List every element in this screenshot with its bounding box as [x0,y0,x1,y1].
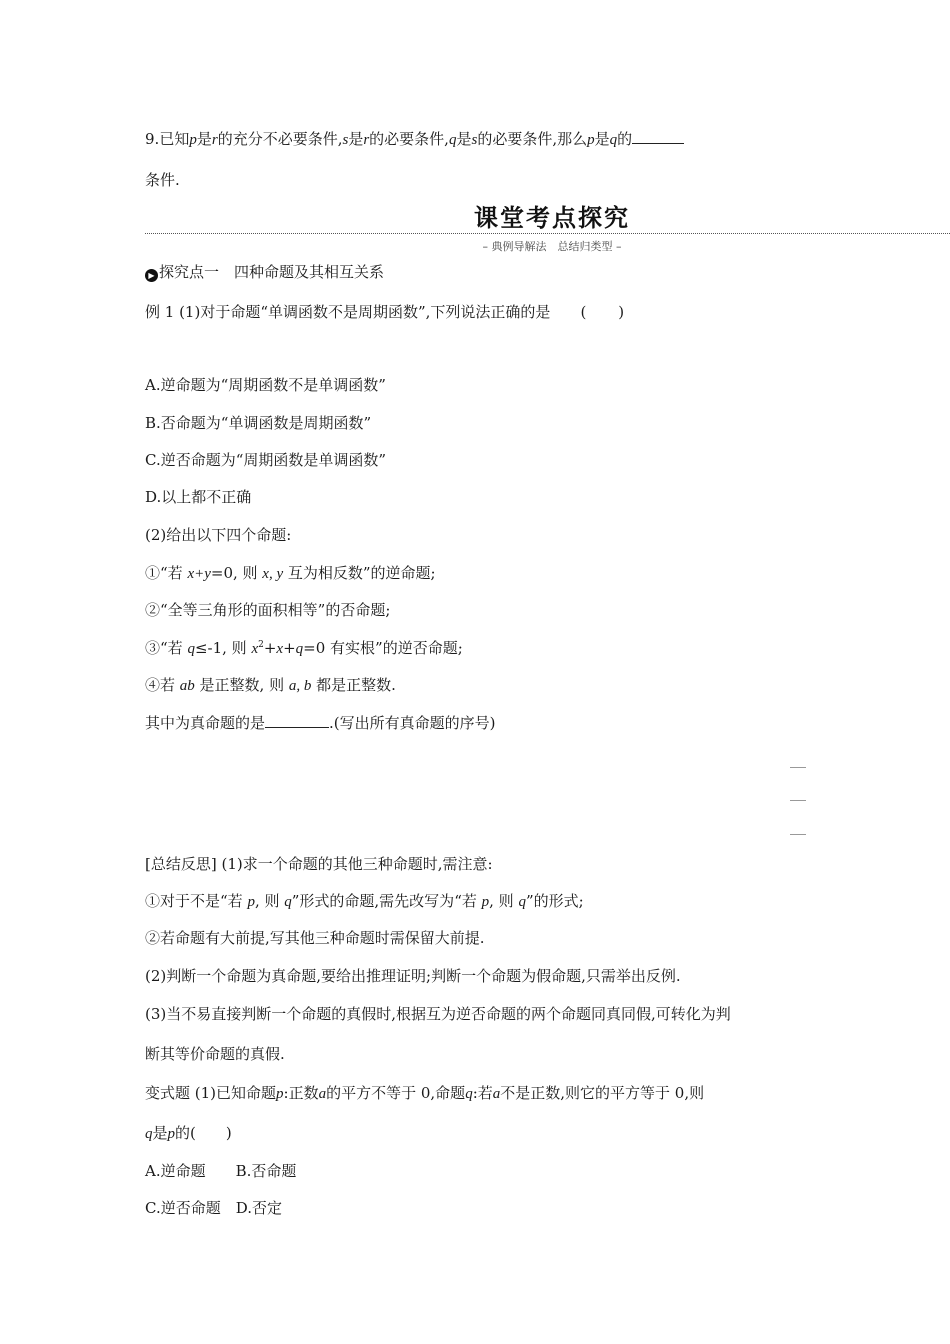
text: + [263,639,277,657]
option-b: B.否命题为“单调函数是周期函数” [145,414,372,432]
math-expr: ab [179,678,195,694]
text: 例 1 (1)对于命题“单调函数不是周期函数”,下列说法正确的是 [145,303,551,321]
summary-line-3: ②若命题有大前提,写其他三种命题时需保留大前提. [145,929,485,947]
proposition-4 [145,675,810,696]
var-a: a [318,1086,327,1102]
var-s: s [342,132,349,148]
var-q: q [518,894,526,910]
var-p: p [189,132,197,148]
text: 的( ) [175,1124,232,1142]
answer-blank[interactable] [632,129,684,144]
var-r: r [211,132,218,148]
example-1-intro [145,302,810,322]
proposition-3 [145,638,810,659]
text: ”形式的命题,需先改写为“若 [291,892,482,910]
text: ①“若 [145,564,188,582]
text: :若 [472,1084,493,1102]
option-d: D.以上都不正确 [145,488,252,506]
answer-blank[interactable] [265,713,329,728]
var-a: a [492,1086,501,1102]
exponent: 2 [258,640,264,650]
option-a: A.逆命题为“周期函数不是单调函数” [145,376,386,394]
bracket-close: ) [618,303,625,321]
text: 都是正整数. [311,676,396,694]
margin-dash [790,767,806,768]
margin-dash [790,800,806,801]
var-x: x [276,641,284,657]
proposition-2: ②“全等三角形的面积相等”的否命题; [145,601,391,619]
variant-options-cd: C.逆否命题 D.否定 [145,1199,282,1217]
text: + [283,639,296,657]
text: =0 有实根”的逆否命题; [303,639,463,657]
text: 是 [348,130,364,148]
text: , 则 [489,892,519,910]
text: 互为相反数”的逆命题; [283,564,436,582]
text: 的必要条件, [369,130,449,148]
text: =0, 则 [210,564,263,582]
text: 条件. [145,171,180,189]
question-9-line-1 [145,129,810,150]
text: ③“若 [145,639,188,657]
margin-dash [790,834,806,835]
text: 变式题 (1)已知命题 [145,1084,277,1102]
question-number: 9. [145,130,160,148]
variant-line-2 [145,1123,810,1144]
text: ④若 [145,676,180,694]
var-q: q [609,132,618,148]
var-p: p [481,894,490,910]
var-p: p [167,1126,176,1142]
text: 的平方不等于 0,命题 [326,1084,466,1102]
var-q: q [448,132,457,148]
text: 不是正数,则它的平方等于 0,则 [500,1084,705,1102]
text: 已知 [159,130,190,148]
var-q: q [295,641,304,657]
question-9-line-2 [145,170,810,190]
var-r: r [363,132,370,148]
math-expr: x+y [187,566,211,582]
summary-line-4: (2)判断一个命题为真命题,要给出推理证明;判断一个命题为假命题,只需举出反例. [145,967,681,985]
var-p: p [247,894,255,910]
var-p: p [276,1086,284,1102]
summary-line-5: (3)当不易直接判断一个命题的真假时,根据互为逆否命题的两个命题同真同假,可转化为判 [145,1005,731,1023]
var-q: q [284,894,292,910]
text: ”的形式; [525,892,584,910]
math-expr: x, y [262,566,284,582]
text: 是 [456,130,472,148]
text: 是 [196,130,212,148]
text: 的必要条件,那么 [477,130,588,148]
part-2-intro: (2)给出以下四个命题: [145,526,292,544]
dotted-divider [145,233,950,234]
text: 的 [617,130,633,148]
option-c: C.逆否命题为“周期函数是单调函数” [145,451,387,469]
text: ①对于不是“若 [145,892,248,910]
var-q: q [187,641,195,657]
summary-line-1: [总结反思] (1)求一个命题的其他三种命题时,需注意: [145,855,493,873]
text: 是 [594,130,610,148]
var-q: q [145,1126,153,1142]
text: :正数 [283,1084,319,1102]
topic-heading [145,262,810,282]
text: 的充分不必要条件, [217,130,343,148]
section-title: 课堂考点探究 [474,204,630,232]
play-circle-icon: ▶ [145,269,158,282]
variant-line-1 [145,1083,810,1104]
text: , 则 [254,892,285,910]
math-expr: a, b [288,678,312,694]
text: 其中为真命题的是 [145,714,266,732]
var-s: s [471,132,478,148]
text: 是 [152,1124,168,1142]
section-subtitle: – 典例导解法 总结归类型 – [482,240,622,253]
var-x: x [251,641,259,657]
variant-options-ab: A.逆命题 B.否命题 [145,1162,297,1180]
text: ≤-1, 则 [194,639,252,657]
proposition-1 [145,563,810,584]
answer-prompt [145,713,810,733]
bracket-open: ( [580,303,587,321]
text: 是正整数, 则 [194,676,289,694]
text: .(写出所有真命题的序号) [329,714,496,732]
summary-line-6: 断其等价命题的真假. [145,1045,285,1063]
topic-label: 探究点一 四种命题及其相互关系 [159,263,385,281]
var-p: p [587,132,595,148]
var-q: q [465,1086,473,1102]
summary-line-2 [145,891,810,912]
